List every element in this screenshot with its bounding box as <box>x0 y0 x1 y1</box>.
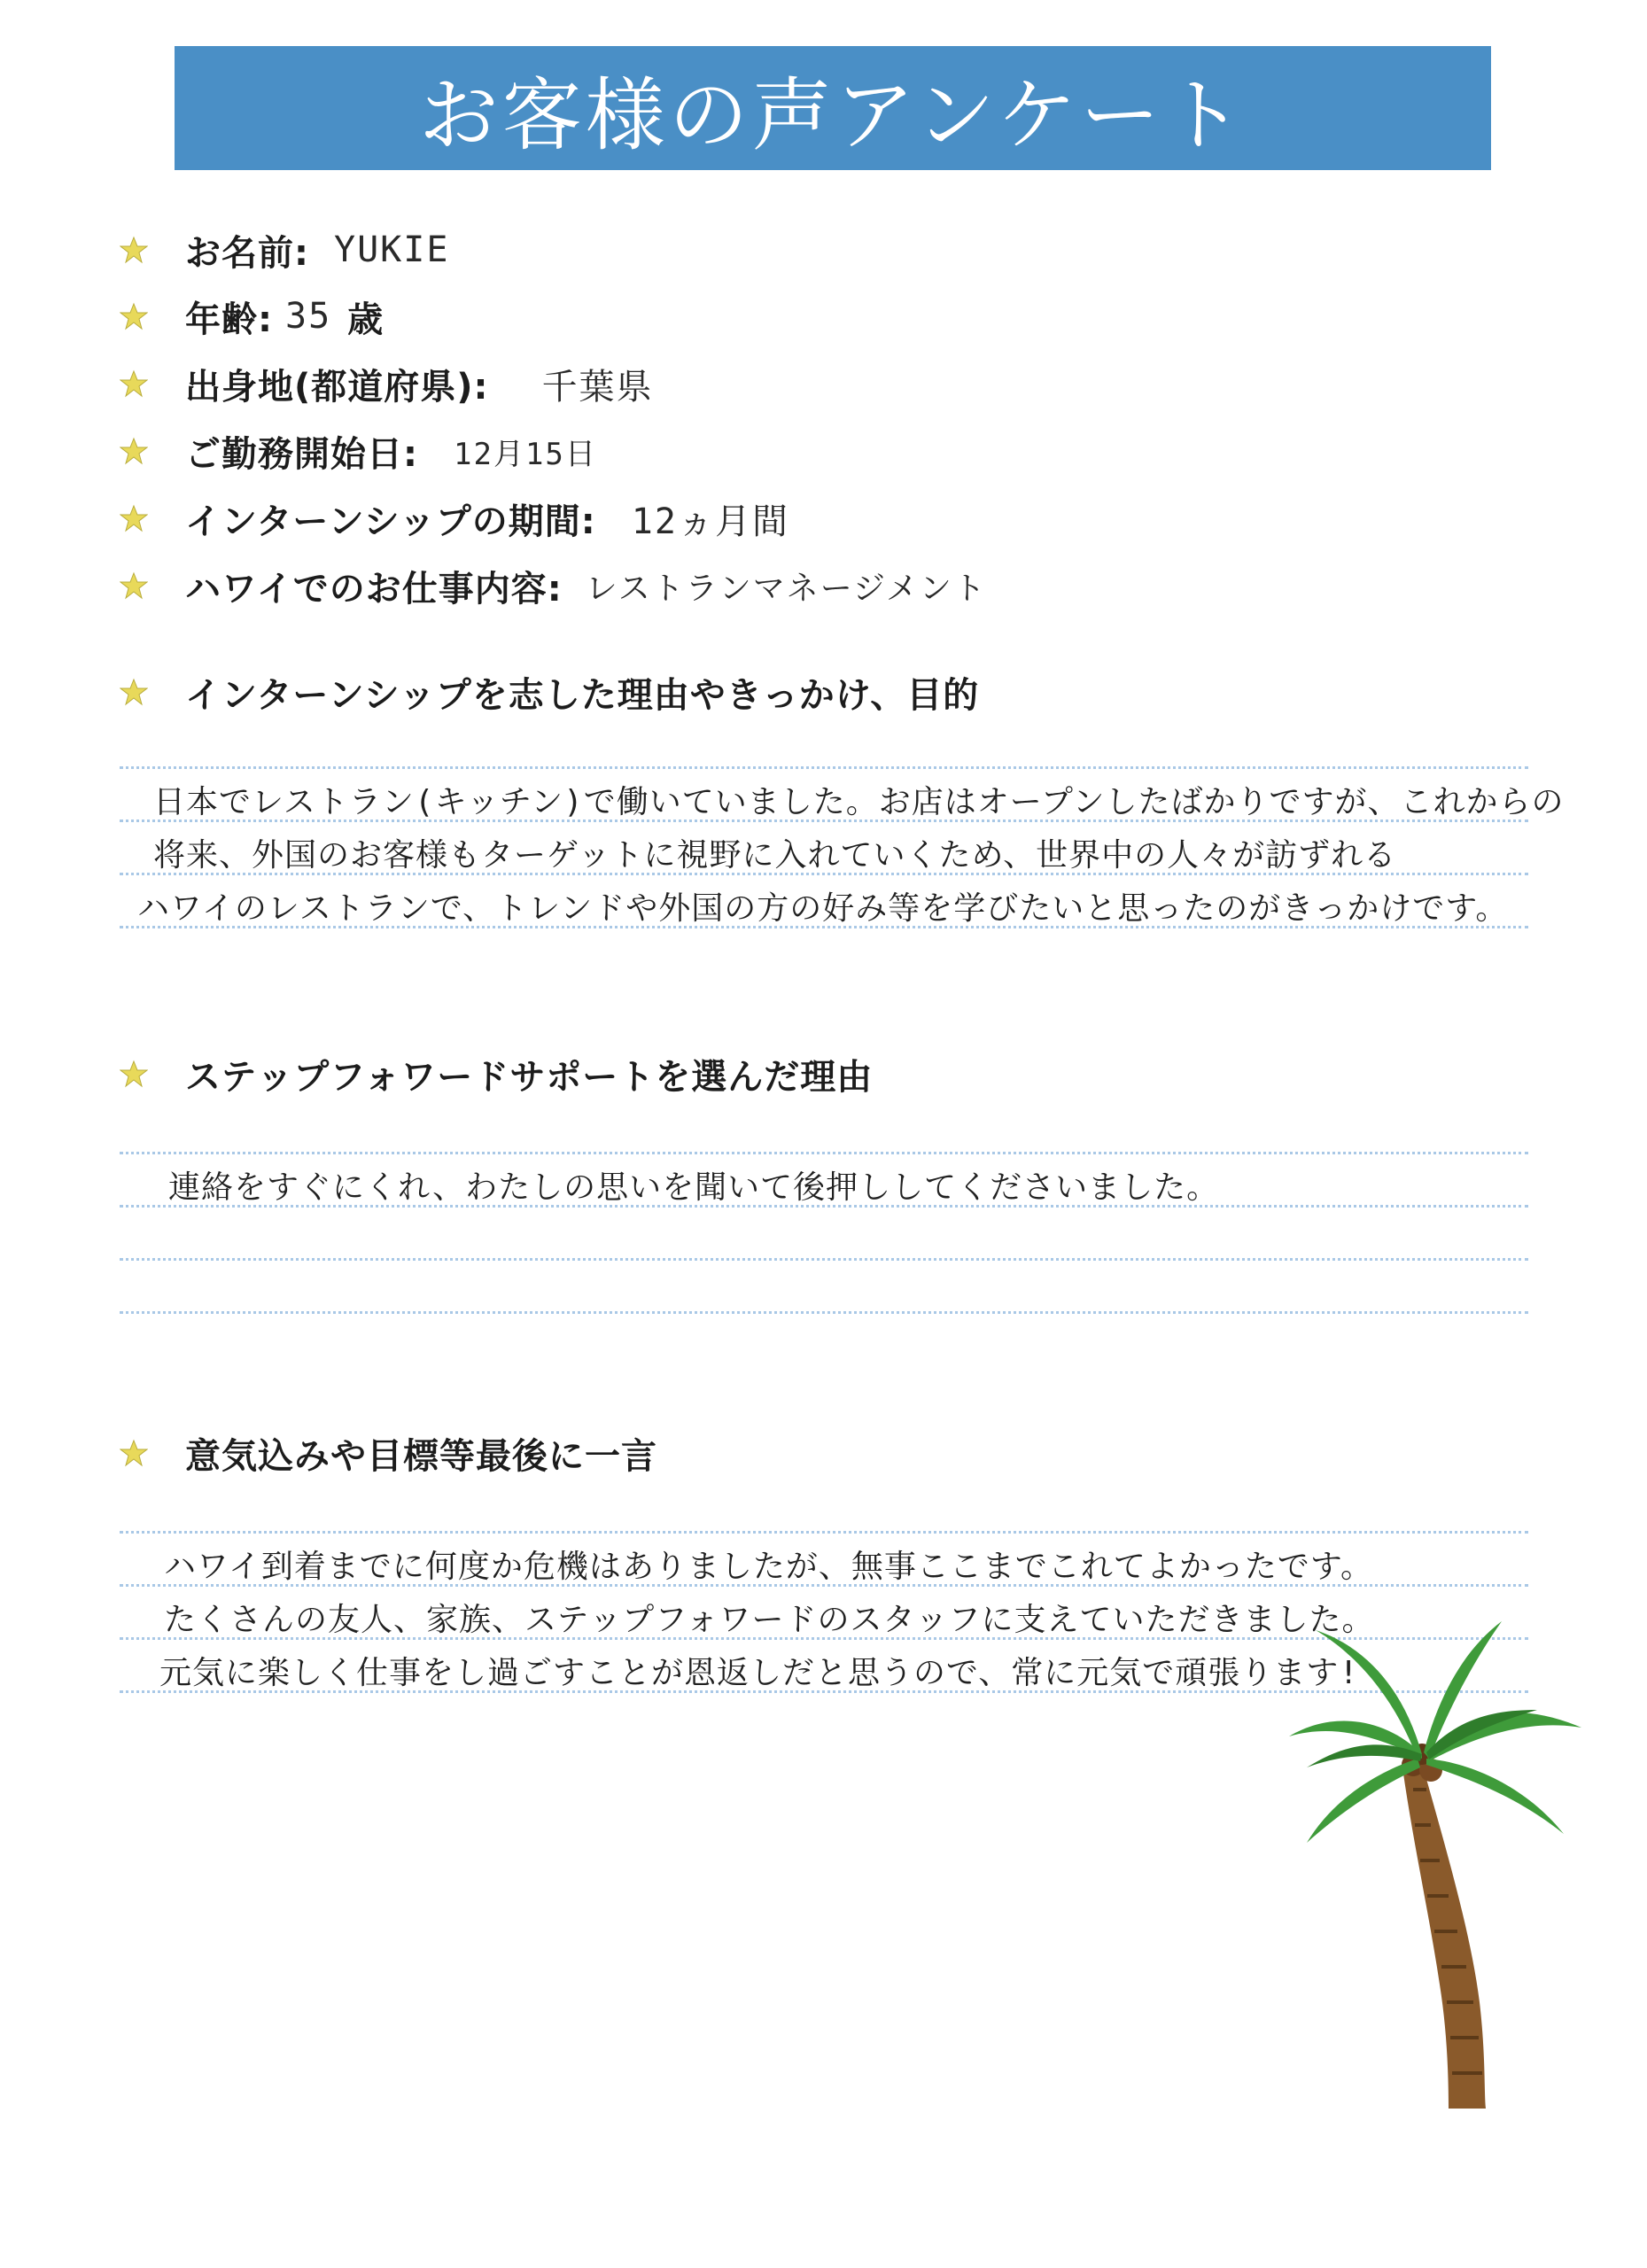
ruled-line <box>120 1311 1528 1314</box>
name-value: YUKIE <box>334 229 450 270</box>
star-icon <box>120 571 148 600</box>
star-icon <box>120 437 148 465</box>
hometown-value: 千葉県 <box>541 366 654 408</box>
star-icon <box>120 302 148 330</box>
star-icon <box>120 504 148 532</box>
answer-line: 元気に楽しく仕事をし過ごすことが恩返しだと思うので、常に元気で頑張ります! <box>159 1655 1359 1691</box>
star-icon <box>120 236 148 264</box>
start-date-label: ご勤務開始日: <box>185 433 418 475</box>
ruled-line <box>120 1152 1528 1154</box>
section-title-final-words: 意気込みや目標等最後に一言 <box>120 1422 657 1484</box>
answer-line: ハワイ到着までに何度か危機はありましたが、無事ここまでこれてよかったです。 <box>164 1549 1374 1585</box>
start-date-value: 12月15日 <box>454 436 597 472</box>
section-title-why-stepforward: ステップフォワードサポートを選んだ理由 <box>120 1043 873 1105</box>
age-label: 年齢: <box>185 299 273 340</box>
internship-period-label: インターンシップの期間: <box>185 501 596 542</box>
job-content-value: レストランマネージメント <box>585 570 987 607</box>
internship-period-field <box>120 487 789 549</box>
internship-period-value: 12ヵ月間 <box>631 501 789 542</box>
hometown-label: 出身地(都道府県): <box>185 366 489 408</box>
job-content-label: ハワイでのお仕事内容: <box>185 568 563 610</box>
name-field <box>120 219 449 281</box>
age-suffix: 歳 <box>347 299 384 340</box>
answer-line: 将来、外国のお客様もターゲットに視野に入れていくため、世界中の人々が訪ずれる <box>153 837 1397 874</box>
star-icon <box>120 678 148 706</box>
header-banner <box>175 46 1491 170</box>
start-date-field <box>120 420 597 482</box>
ruled-line <box>120 766 1528 769</box>
ruled-line <box>120 1531 1528 1534</box>
star-icon <box>120 369 148 398</box>
hometown-field <box>120 353 654 415</box>
job-content-field <box>120 555 987 617</box>
answer-line: たくさんの友人、家族、ステップフォワードのスタッフに支えていただきました。 <box>164 1602 1375 1638</box>
name-label: お名前: <box>185 232 309 274</box>
answer-line: 連絡をすぐにくれ、わたしの思いを聞いて後押ししてくださいました。 <box>168 1169 1220 1206</box>
age-value: 35 <box>285 296 332 337</box>
answer-why-stepforward <box>120 1143 1528 1320</box>
ruled-line <box>120 1258 1528 1261</box>
age-field <box>120 285 383 347</box>
answer-line: ハワイのレストランで、トレンドや外国の方の好み等を学びたいと思ったのがきっかけです。 <box>137 890 1509 927</box>
answer-line: 日本でレストラン(キッチン)で働いていました。お店はオープンしたばかりですが、これからの <box>153 784 1565 820</box>
star-icon <box>120 1060 148 1088</box>
section-title-motivation: インターンシップを志した理由やきっかけ、目的 <box>120 661 979 723</box>
palm-tree-icon <box>1280 1612 1590 2109</box>
answer-motivation <box>120 757 1565 939</box>
page-title: お客様の声アンケート <box>418 69 1247 162</box>
star-icon <box>120 1439 148 1467</box>
